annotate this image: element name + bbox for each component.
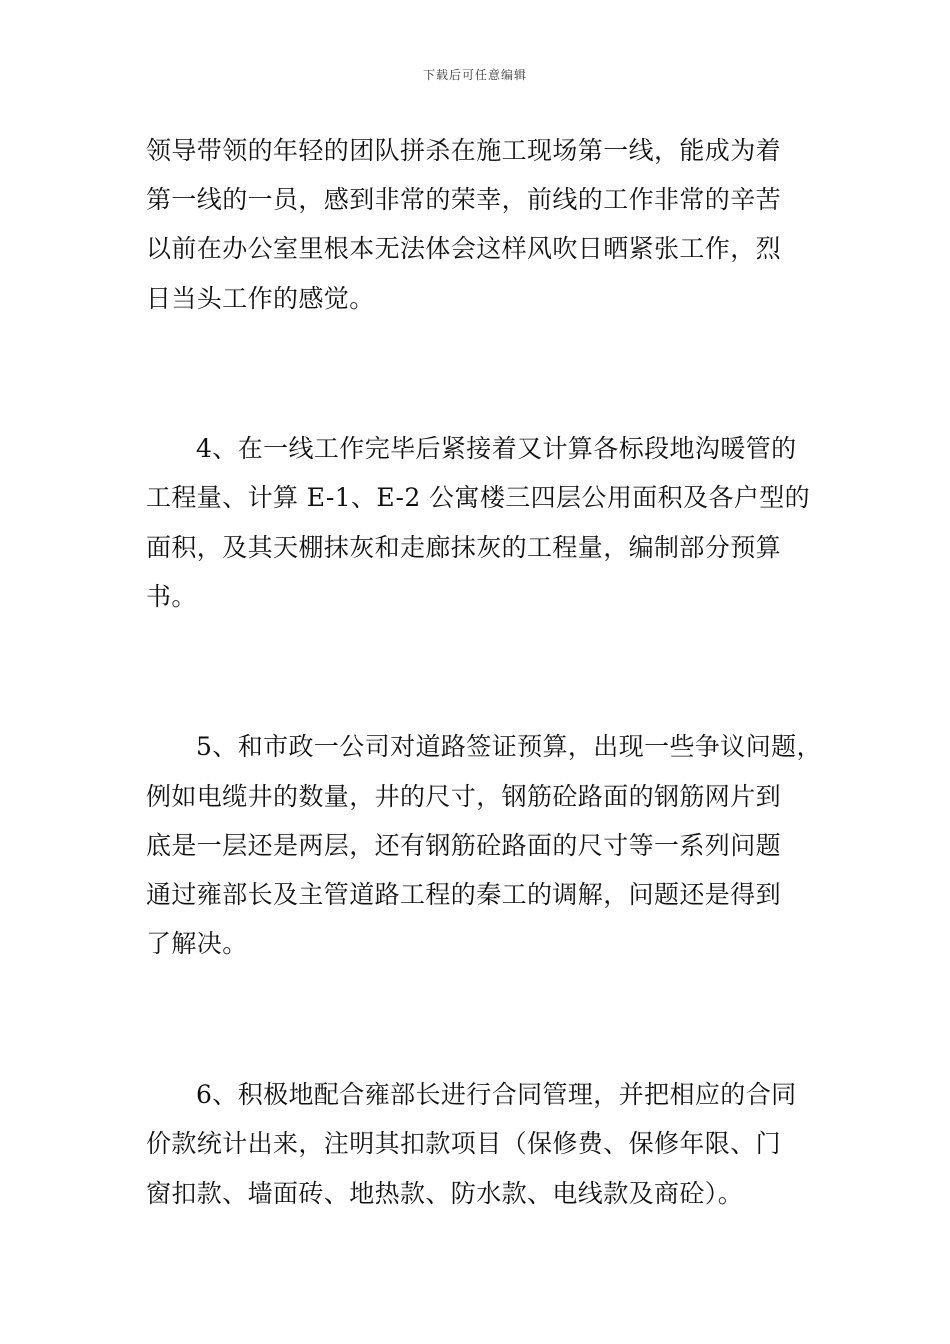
paragraph-2-line-3: 面积，及其天棚抹灰和走廊抹灰的工程量，编制部分预算 [146,533,782,562]
paragraph-3-line-5: 了解决。 [146,929,248,958]
paragraph-2-line-4: 书。 [146,582,197,611]
paragraph-4-line-1: 6、积极地配合雍部长进行合同管理，并把相应的合同 [196,1080,797,1109]
paragraph-1-line-1: 领导带领的年轻的团队拼杀在施工现场第一线，能成为着 [146,136,782,165]
page-header: 下载后可任意编辑 [422,68,527,82]
paragraph-4-line-2: 价款统计出来，注明其扣款项目（保修费、保修年限、门 [146,1129,782,1158]
paragraph-2-line-2: 工程量、计算 E-1、E-2 公寓楼三四层公用面积及各户型的 [146,483,811,512]
paragraph-3-line-2: 例如电缆井的数量，井的尺寸，钢筋砼路面的钢筋网片到 [146,782,782,811]
paragraph-1-line-4: 日当头工作的感觉。 [146,284,375,313]
paragraph-1-line-3: 以前在办公室里根本无法体会这样风吹日晒紧张工作，烈 [146,234,782,263]
paragraph-3-line-1: 5、和市政一公司对道路签证预算，出现一些争议问题， [196,732,822,761]
paragraph-3-line-4: 通过雍部长及主管道路工程的秦工的调解，问题还是得到 [146,880,782,909]
paragraph-2-line-1: 4、在一线工作完毕后紧接着又计算各标段地沟暖管的 [196,434,797,463]
paragraph-3-line-3: 底是一层还是两层，还有钢筋砼路面的尺寸等一系列问题 [146,831,782,860]
paragraph-4-line-3: 窗扣款、墙面砖、地热款、防水款、电线款及商砼）。 [146,1179,744,1208]
paragraph-1-line-2: 第一线的一员，感到非常的荣幸，前线的工作非常的辛苦 [146,185,782,214]
